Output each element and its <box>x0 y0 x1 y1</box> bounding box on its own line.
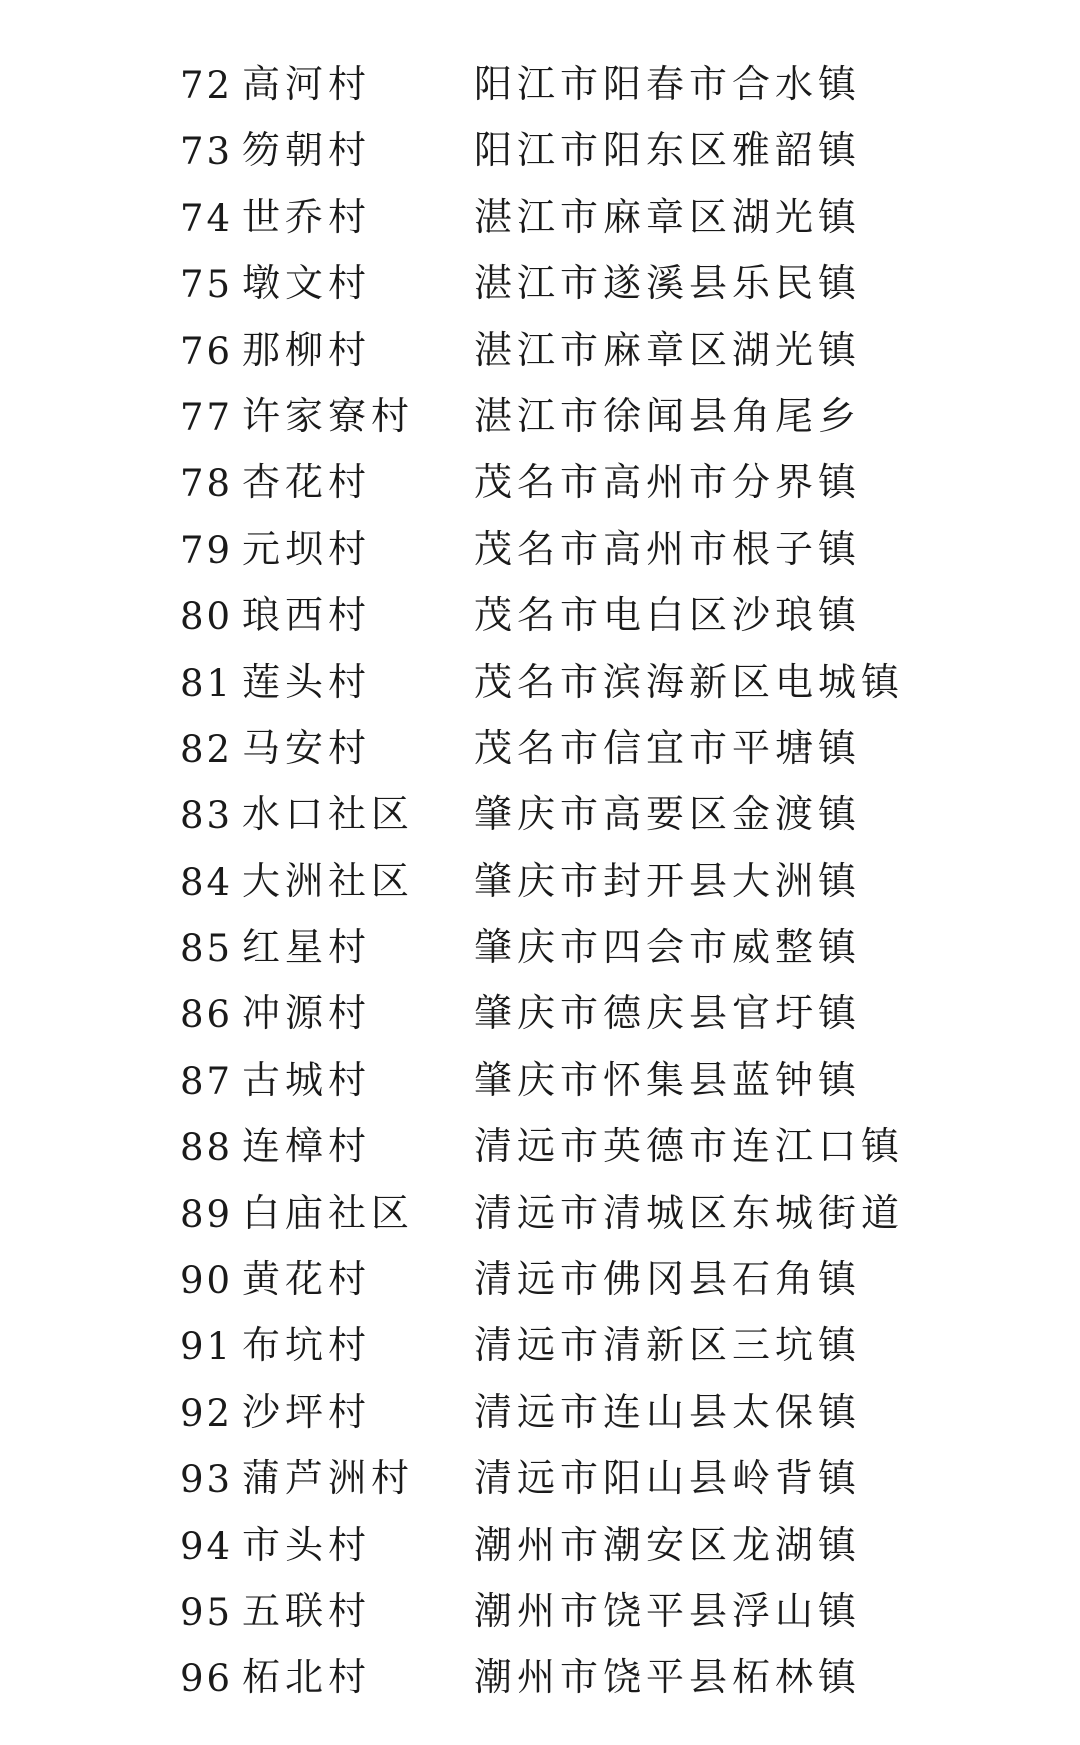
village-location: 茂名市电白区沙琅镇 <box>474 593 862 638</box>
village-name: 笏朝村 <box>242 128 372 173</box>
village-name: 红星村 <box>242 925 372 970</box>
village-name: 大洲社区 <box>242 858 415 903</box>
village-name: 蒲芦洲村 <box>242 1456 415 1501</box>
village-location: 清远市阳山县岭背镇 <box>474 1456 862 1501</box>
village-location: 肇庆市四会市威整镇 <box>474 925 862 970</box>
village-location: 茂名市信宜市平塘镇 <box>474 725 862 770</box>
village-name: 黄花村 <box>242 1257 372 1302</box>
list-item <box>0 652 1080 718</box>
row-number: 86 <box>180 993 234 1037</box>
row-number: 91 <box>180 1325 234 1369</box>
village-name: 元坝村 <box>242 526 372 571</box>
list-item <box>0 1183 1080 1249</box>
list-item <box>0 452 1080 518</box>
row-number: 96 <box>180 1657 234 1701</box>
row-number: 94 <box>180 1524 234 1568</box>
village-location: 潮州市饶平县柘林镇 <box>474 1655 862 1700</box>
village-location: 肇庆市怀集县蓝钟镇 <box>474 1057 862 1102</box>
village-name: 琅西村 <box>242 593 372 638</box>
village-location: 湛江市麻章区湖光镇 <box>474 327 862 372</box>
village-list <box>0 54 1080 1714</box>
village-name: 那柳村 <box>242 327 372 372</box>
village-location: 茂名市高州市根子镇 <box>474 526 862 571</box>
list-item <box>0 718 1080 784</box>
row-number: 92 <box>180 1391 234 1435</box>
village-location: 湛江市麻章区湖光镇 <box>474 194 862 239</box>
row-number: 87 <box>180 1059 234 1103</box>
list-item <box>0 253 1080 319</box>
village-location: 湛江市遂溪县乐民镇 <box>474 261 862 306</box>
list-item <box>0 983 1080 1049</box>
list-item <box>0 1448 1080 1514</box>
village-name: 世乔村 <box>242 194 372 239</box>
row-number: 75 <box>180 263 234 307</box>
village-name: 莲头村 <box>242 659 372 704</box>
village-location: 肇庆市封开县大洲镇 <box>474 858 862 903</box>
list-item <box>0 784 1080 850</box>
row-number: 73 <box>180 130 234 174</box>
row-number: 88 <box>180 1126 234 1170</box>
list-item <box>0 519 1080 585</box>
village-location: 阳江市阳东区雅韶镇 <box>474 128 862 173</box>
list-item <box>0 320 1080 386</box>
village-location: 湛江市徐闻县角尾乡 <box>474 393 862 438</box>
village-location: 清远市连山县太保镇 <box>474 1389 862 1434</box>
village-name: 杏花村 <box>242 460 372 505</box>
row-number: 79 <box>180 528 234 572</box>
village-location: 清远市英德市连江口镇 <box>474 1124 905 1169</box>
village-location: 肇庆市德庆县官圩镇 <box>474 991 862 1036</box>
list-item <box>0 1116 1080 1182</box>
village-location: 清远市清新区三坑镇 <box>474 1323 862 1368</box>
list-item <box>0 1315 1080 1381</box>
row-number: 76 <box>180 329 234 373</box>
row-number: 90 <box>180 1259 234 1303</box>
row-number: 81 <box>180 661 234 705</box>
list-item <box>0 917 1080 983</box>
village-name: 古城村 <box>242 1057 372 1102</box>
village-name: 许家寮村 <box>242 393 415 438</box>
village-location: 肇庆市高要区金渡镇 <box>474 792 862 837</box>
list-item <box>0 1050 1080 1116</box>
row-number: 72 <box>180 64 234 107</box>
list-item <box>0 1581 1080 1647</box>
village-name: 墩文村 <box>242 261 372 306</box>
village-name: 马安村 <box>242 725 372 770</box>
list-item <box>0 187 1080 253</box>
list-item <box>0 1249 1080 1315</box>
village-name: 市头村 <box>242 1522 372 1567</box>
row-number: 95 <box>180 1590 234 1634</box>
row-number: 82 <box>180 727 234 771</box>
village-location: 阳江市阳春市合水镇 <box>474 62 862 106</box>
village-location: 潮州市潮安区龙湖镇 <box>474 1522 862 1567</box>
list-item <box>0 120 1080 186</box>
village-name: 柘北村 <box>242 1655 372 1700</box>
row-number: 93 <box>180 1458 234 1502</box>
village-name: 高河村 <box>242 62 372 106</box>
village-name: 冲源村 <box>242 991 372 1036</box>
village-name: 沙坪村 <box>242 1389 372 1434</box>
list-item <box>0 386 1080 452</box>
list-item <box>0 1382 1080 1448</box>
village-name: 连樟村 <box>242 1124 372 1169</box>
village-name: 水口社区 <box>242 792 415 837</box>
village-name: 布坑村 <box>242 1323 372 1368</box>
village-name: 白庙社区 <box>242 1190 415 1235</box>
row-number: 78 <box>180 462 234 506</box>
list-item <box>0 1647 1080 1713</box>
village-location: 茂名市高州市分界镇 <box>474 460 862 505</box>
village-location: 清远市清城区东城街道 <box>474 1190 905 1235</box>
row-number: 74 <box>180 196 234 240</box>
row-number: 84 <box>180 860 234 904</box>
list-item <box>0 851 1080 917</box>
row-number: 80 <box>180 595 234 639</box>
list-item <box>0 585 1080 651</box>
village-name: 五联村 <box>242 1588 372 1633</box>
list-item <box>0 1515 1080 1581</box>
row-number: 83 <box>180 794 234 838</box>
row-number: 77 <box>180 395 234 439</box>
village-location: 清远市佛冈县石角镇 <box>474 1257 862 1302</box>
row-number: 89 <box>180 1192 234 1236</box>
village-location: 茂名市滨海新区电城镇 <box>474 659 905 704</box>
village-location: 潮州市饶平县浮山镇 <box>474 1588 862 1633</box>
list-item <box>0 54 1080 120</box>
row-number: 85 <box>180 927 234 971</box>
